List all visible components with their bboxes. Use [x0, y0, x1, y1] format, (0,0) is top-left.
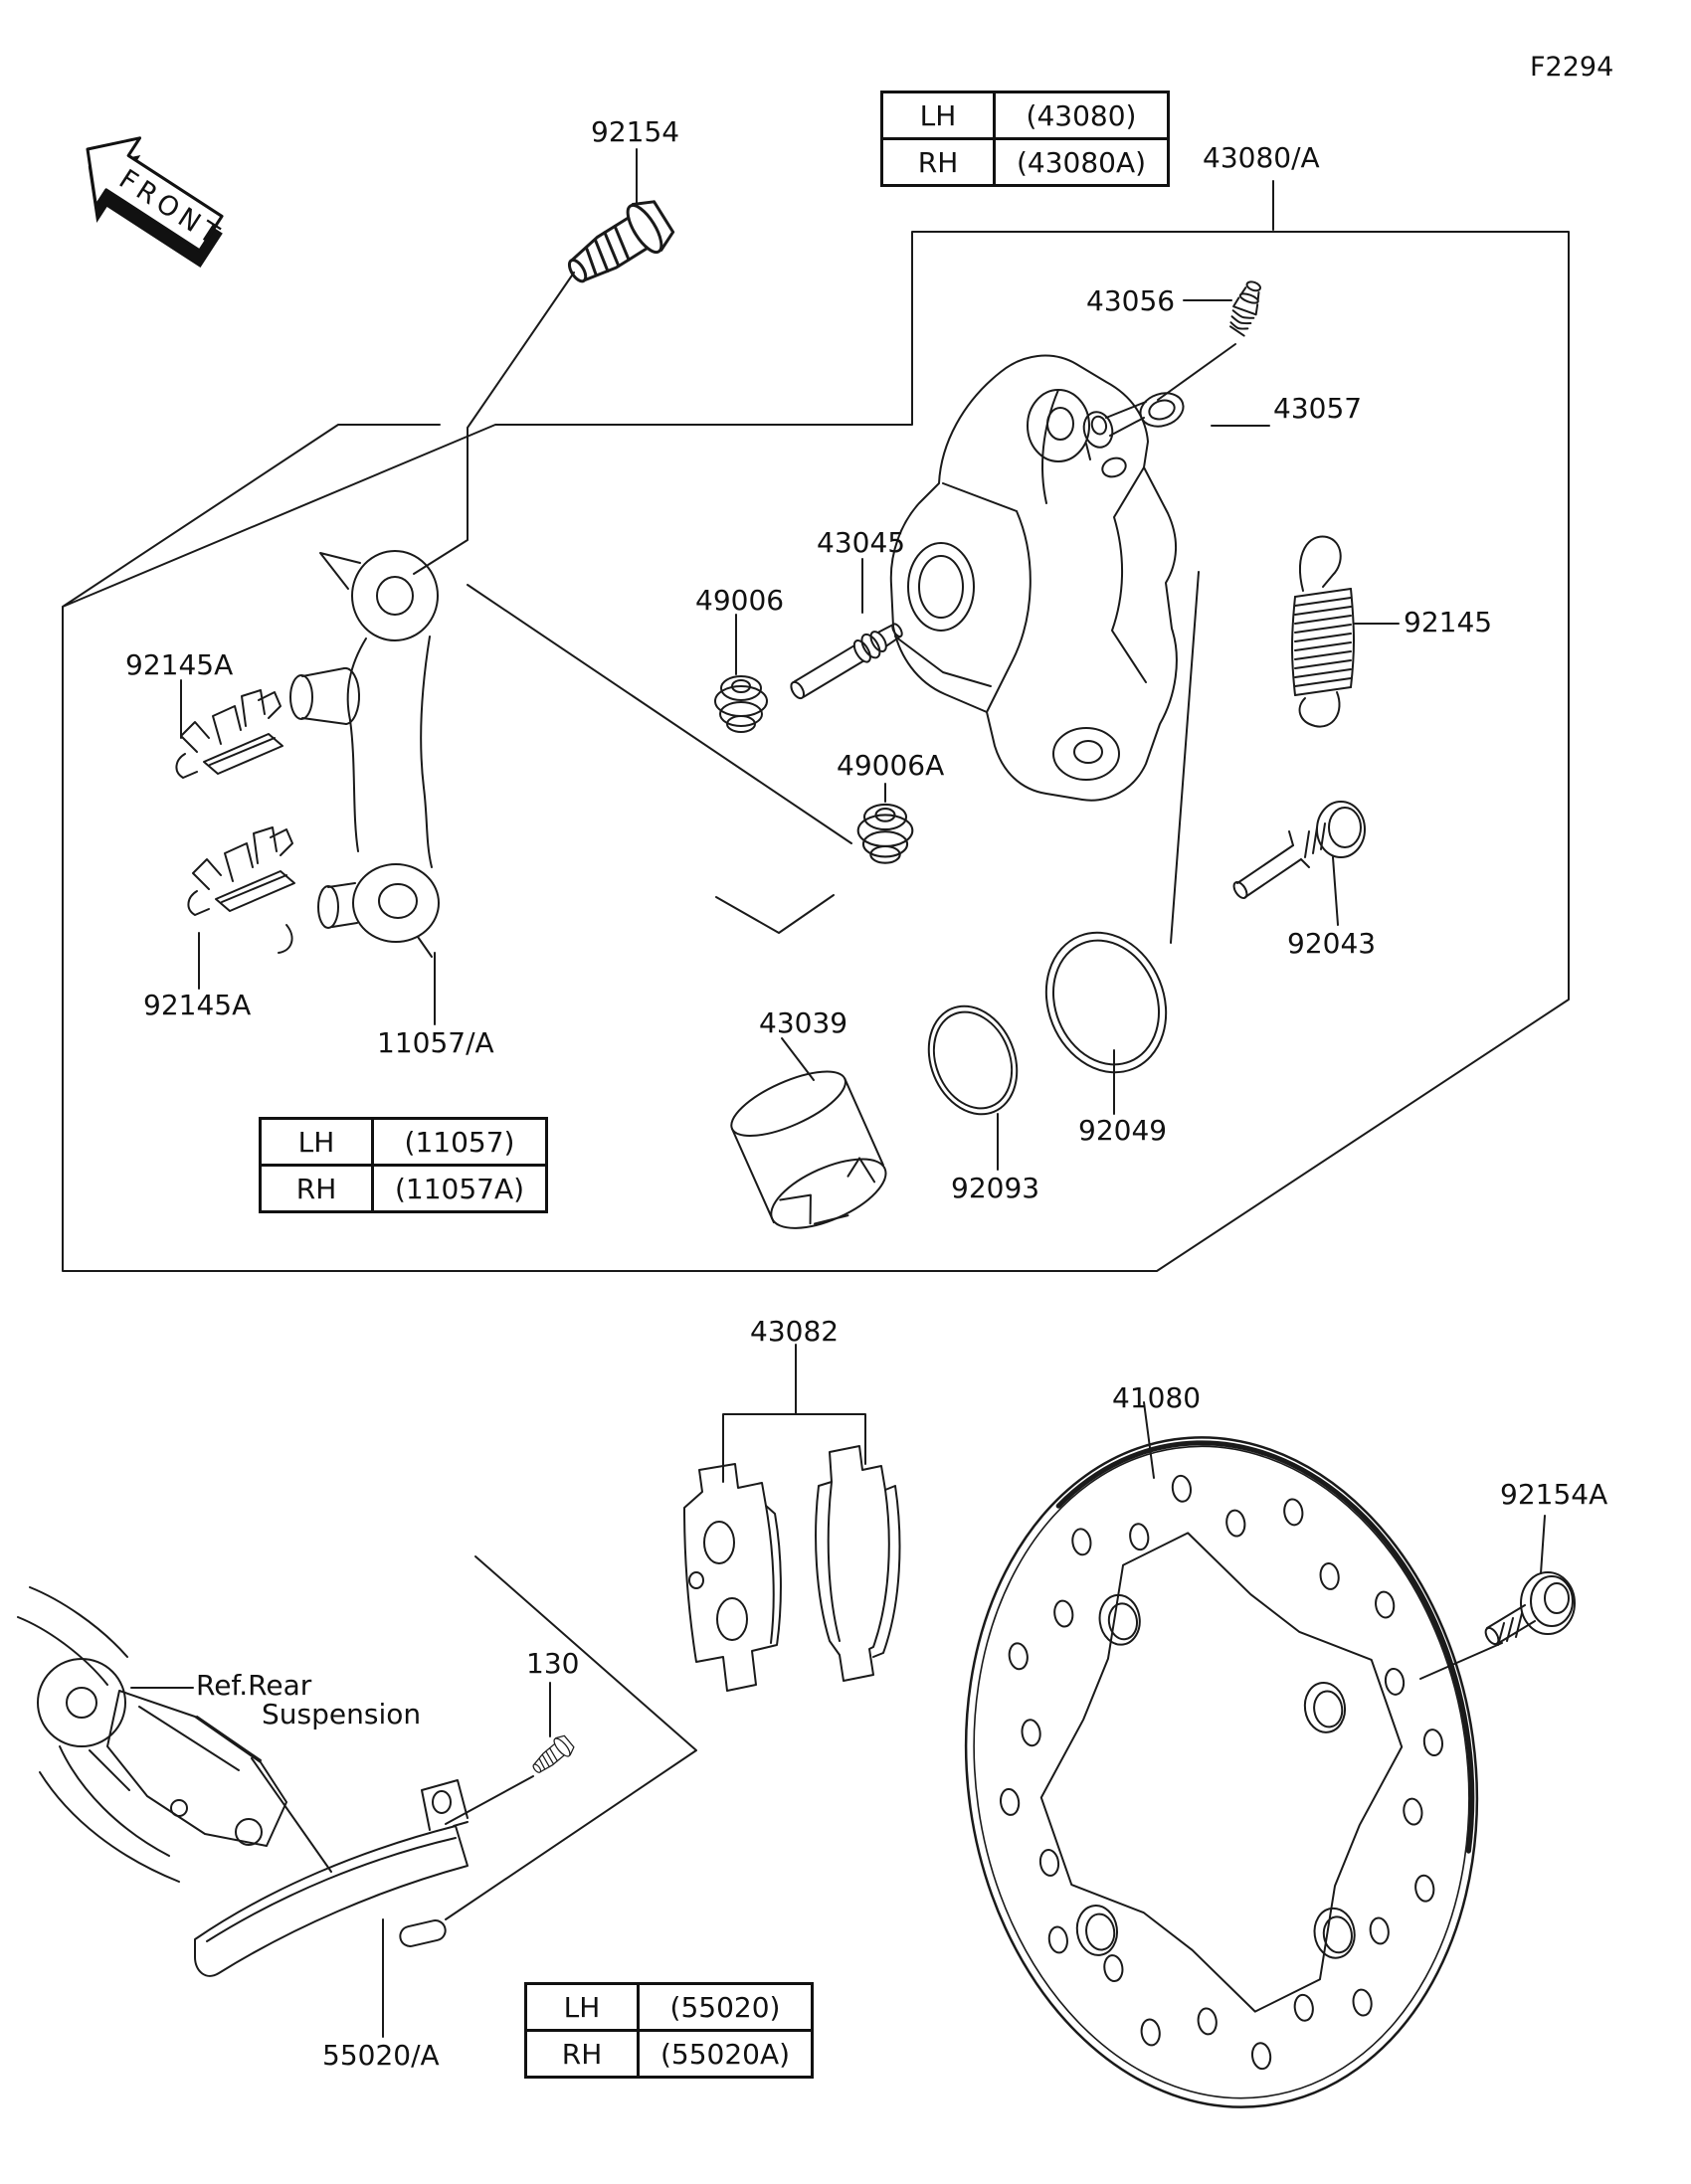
part-label-43082: 43082 — [750, 1315, 840, 1348]
guide-pin-drawing — [1231, 802, 1365, 900]
brake-disc-drawing — [923, 1404, 1519, 2140]
seal-small-drawing — [913, 993, 1033, 1127]
disc-bolt-drawing — [1483, 1572, 1575, 1646]
table-row — [526, 1984, 813, 2031]
part-label-11057A: 11057/A — [377, 1026, 494, 1059]
part-label-43045: 43045 — [817, 526, 906, 559]
table-cell-side: LH — [261, 1119, 373, 1166]
front-arrow-text: FRONT — [113, 163, 229, 254]
guard-bolt-drawing — [528, 1732, 577, 1778]
rear-suspension-drawing — [18, 1587, 331, 1882]
chain-guard-drawing — [195, 1780, 468, 1976]
seal-large-drawing — [1026, 915, 1186, 1091]
bleed-valve-drawing — [1225, 278, 1266, 337]
part-label-43080A: 43080/A — [1203, 141, 1320, 174]
table-row — [261, 1119, 547, 1166]
part-label-92154: 92154 — [591, 115, 680, 148]
pad-pin-drawing — [787, 618, 907, 704]
front-arrow-icon — [57, 117, 243, 283]
part-label-92049: 92049 — [1078, 1114, 1168, 1147]
part-label-43056: 43056 — [1086, 284, 1176, 317]
part-label-41080: 41080 — [1112, 1381, 1202, 1414]
caliper-bolt-drawing — [558, 194, 677, 296]
banjo-link-drawing — [1080, 388, 1188, 459]
boot-a-drawing — [858, 805, 913, 863]
part-label-130: 130 — [526, 1647, 580, 1680]
table-cell-part: (11057A) — [373, 1166, 547, 1212]
brake-pads-drawing — [684, 1446, 899, 1691]
table-cell-part: (11057) — [373, 1119, 547, 1166]
table-row — [882, 139, 1169, 186]
part-label-92145: 92145 — [1404, 606, 1493, 638]
caliper-variant-table — [880, 91, 1170, 187]
part-label-55020A: 55020/A — [322, 2039, 440, 2072]
pad-clip-bottom-drawing — [188, 827, 294, 953]
part-label-43057: 43057 — [1273, 392, 1363, 425]
table-cell-part: (55020A) — [639, 2031, 813, 2078]
part-label-49006A: 49006A — [837, 749, 945, 782]
part-label-92093: 92093 — [951, 1172, 1040, 1204]
boot-drawing — [715, 676, 767, 732]
piston-drawing — [723, 1058, 896, 1244]
carrier-bracket-drawing — [290, 551, 439, 957]
table-row — [261, 1166, 547, 1212]
figure-code: F2294 — [1530, 52, 1614, 83]
return-spring-drawing — [1292, 536, 1354, 726]
ref-note-line2: Suspension — [262, 1698, 422, 1731]
ref-note-line1: Ref.Rear — [196, 1669, 312, 1702]
ref-rear-suspension-note — [196, 1671, 421, 1729]
table-cell-part: (43080) — [995, 92, 1169, 139]
holder-variant-table — [259, 1117, 548, 1213]
table-cell-side: RH — [882, 139, 995, 186]
part-label-92145A-bottom: 92145A — [143, 989, 252, 1021]
table-cell-part: (55020) — [639, 1984, 813, 2031]
table-cell-side: LH — [526, 1984, 639, 2031]
part-label-49006: 49006 — [695, 584, 785, 617]
leader-lines — [131, 149, 1545, 2037]
table-row — [882, 92, 1169, 139]
table-cell-side: RH — [261, 1166, 373, 1212]
part-label-92145A-top: 92145A — [125, 648, 234, 681]
part-label-43039: 43039 — [759, 1006, 848, 1039]
guard-variant-table — [524, 1982, 814, 2079]
part-label-92154A: 92154A — [1500, 1478, 1608, 1511]
part-label-92043: 92043 — [1287, 927, 1377, 960]
table-row — [526, 2031, 813, 2078]
pad-clip-top-drawing — [176, 690, 282, 778]
table-cell-part: (43080A) — [995, 139, 1169, 186]
table-cell-side: LH — [882, 92, 995, 139]
table-cell-side: RH — [526, 2031, 639, 2078]
